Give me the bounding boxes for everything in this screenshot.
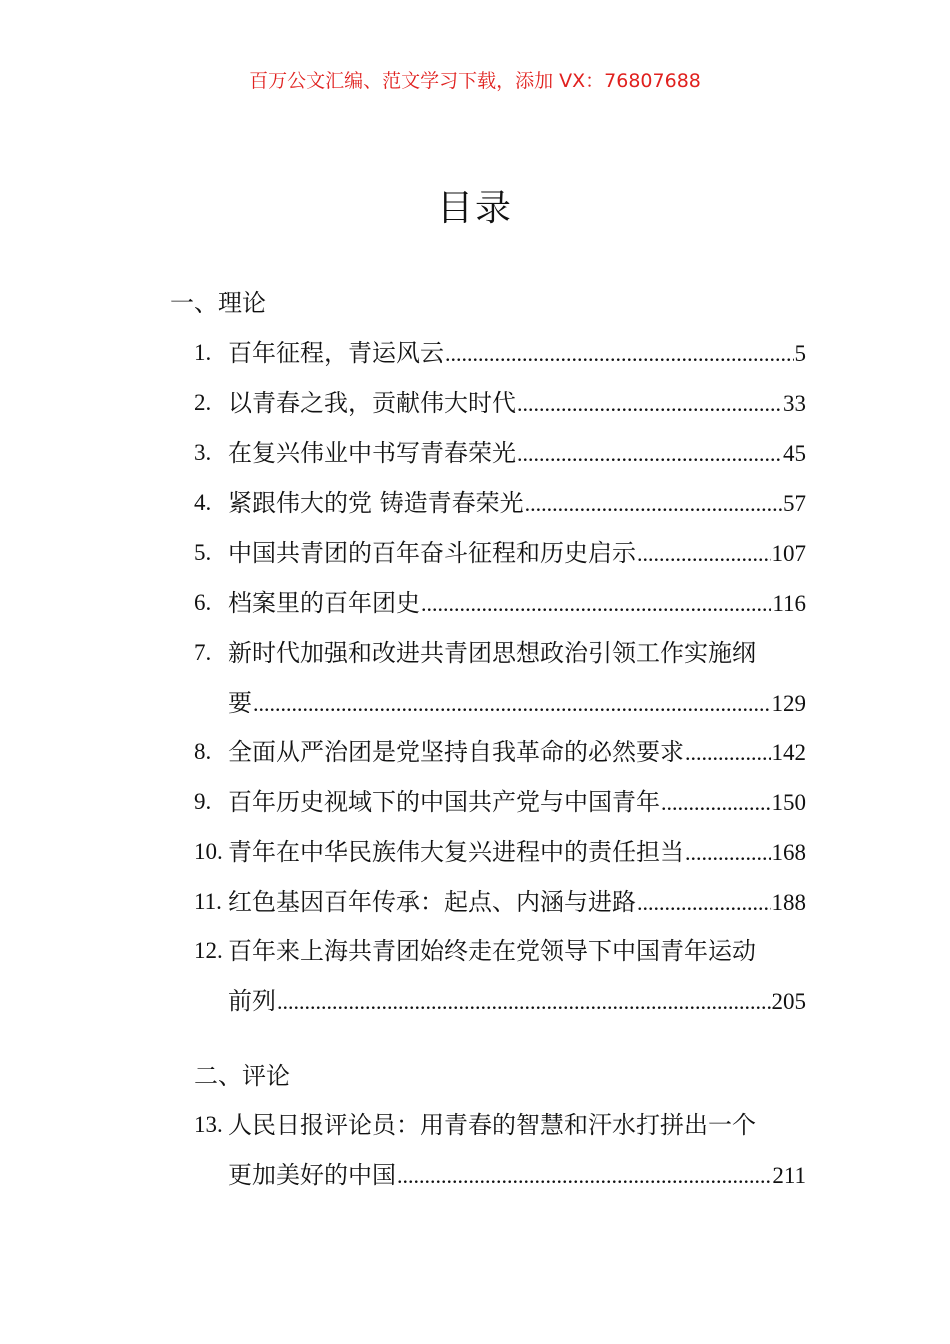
page-number: 45 [783, 441, 806, 466]
page-number: 33 [783, 391, 806, 416]
dot-leader [253, 689, 771, 719]
dot-leader [685, 838, 771, 868]
entry-title-continued: 前列 [228, 987, 276, 1015]
entry-number: 4. [194, 490, 212, 515]
page-number: 5 [794, 341, 806, 366]
entry-title: 百年征程，青运风云 [228, 339, 444, 367]
page-number: 57 [783, 491, 806, 516]
page-title: 目录 [436, 188, 513, 229]
entry-title: 全面从严治团是党坚持自我革命的必然要求 [228, 738, 684, 766]
dot-leader [517, 389, 782, 419]
entry-title: 在复兴伟业中书写青春荣光 [228, 439, 516, 467]
entry-number: 9. [194, 789, 212, 814]
toc-entry[interactable] [194, 338, 806, 368]
dot-leader [421, 589, 771, 619]
dot-leader [277, 987, 771, 1017]
entry-title: 红色基因百年传承：起点、内涵与进路 [228, 888, 636, 916]
entry-number: 8. [194, 739, 212, 764]
page-number: 150 [771, 790, 806, 815]
toc-entry[interactable] [194, 787, 806, 817]
toc-entry[interactable] [194, 438, 806, 468]
entry-number: 12. [194, 938, 223, 963]
entry-title: 百年历史视域下的中国共产党与中国青年 [228, 788, 660, 816]
entry-title: 青年在中华民族伟大复兴进程中的责任担当 [228, 838, 684, 866]
entry-title: 人民日报评论员：用青春的智慧和汗水打拼出一个 [228, 1111, 756, 1139]
entry-number: 1. [194, 340, 212, 365]
page-number: 107 [771, 541, 806, 566]
toc-entry[interactable] [194, 936, 806, 1016]
entry-number: 6. [194, 590, 212, 615]
toc-entry[interactable] [194, 388, 806, 418]
page-number: 205 [771, 989, 806, 1014]
page-number: 142 [771, 740, 806, 765]
entry-title: 百年来上海共青团始终走在党领导下中国青年运动 [228, 937, 756, 965]
dot-leader [661, 788, 771, 818]
entry-title-continued: 要 [228, 689, 252, 717]
toc-entry[interactable] [194, 538, 806, 568]
dot-leader [445, 339, 794, 369]
entry-title: 档案里的百年团史 [228, 589, 420, 617]
entry-number: 5. [194, 540, 212, 565]
section-heading-commentary: 二、评论 [194, 1062, 290, 1090]
entry-number: 3. [194, 440, 212, 465]
toc-entry[interactable] [194, 737, 806, 767]
page-number: 129 [771, 691, 806, 716]
page-number: 188 [771, 890, 806, 915]
entry-number: 7. [194, 640, 212, 665]
dot-leader [685, 738, 771, 768]
toc-entry[interactable] [194, 588, 806, 618]
dot-leader [637, 888, 771, 918]
dot-leader [517, 439, 782, 469]
toc-entry[interactable] [194, 638, 806, 718]
dot-leader [397, 1161, 771, 1191]
entry-title: 新时代加强和改进共青团思想政治引领工作实施纲 [228, 639, 756, 667]
entry-number: 11. [194, 889, 222, 914]
entry-title: 中国共青团的百年奋斗征程和历史启示 [228, 539, 636, 567]
toc-entry[interactable] [194, 1110, 806, 1190]
toc-entry[interactable] [194, 488, 806, 518]
page-number: 168 [771, 840, 806, 865]
entry-number: 10. [194, 839, 223, 864]
section-heading-theory: 一、理论 [170, 289, 266, 317]
entry-number: 2. [194, 390, 212, 415]
toc-entry[interactable] [194, 887, 806, 917]
entry-title: 紧跟伟大的党 铸造青春荣光 [228, 489, 524, 517]
page-number: 116 [772, 591, 806, 616]
header-banner: 百万公文汇编、范文学习下载，添加 VX：76807688 [249, 70, 701, 92]
page-number: 211 [772, 1163, 806, 1188]
entry-number: 13. [194, 1112, 223, 1137]
toc-entry[interactable] [194, 837, 806, 867]
dot-leader [525, 489, 782, 519]
entry-title: 以青春之我，贡献伟大时代 [228, 389, 516, 417]
entry-title-continued: 更加美好的中国 [228, 1161, 396, 1189]
dot-leader [637, 539, 771, 569]
